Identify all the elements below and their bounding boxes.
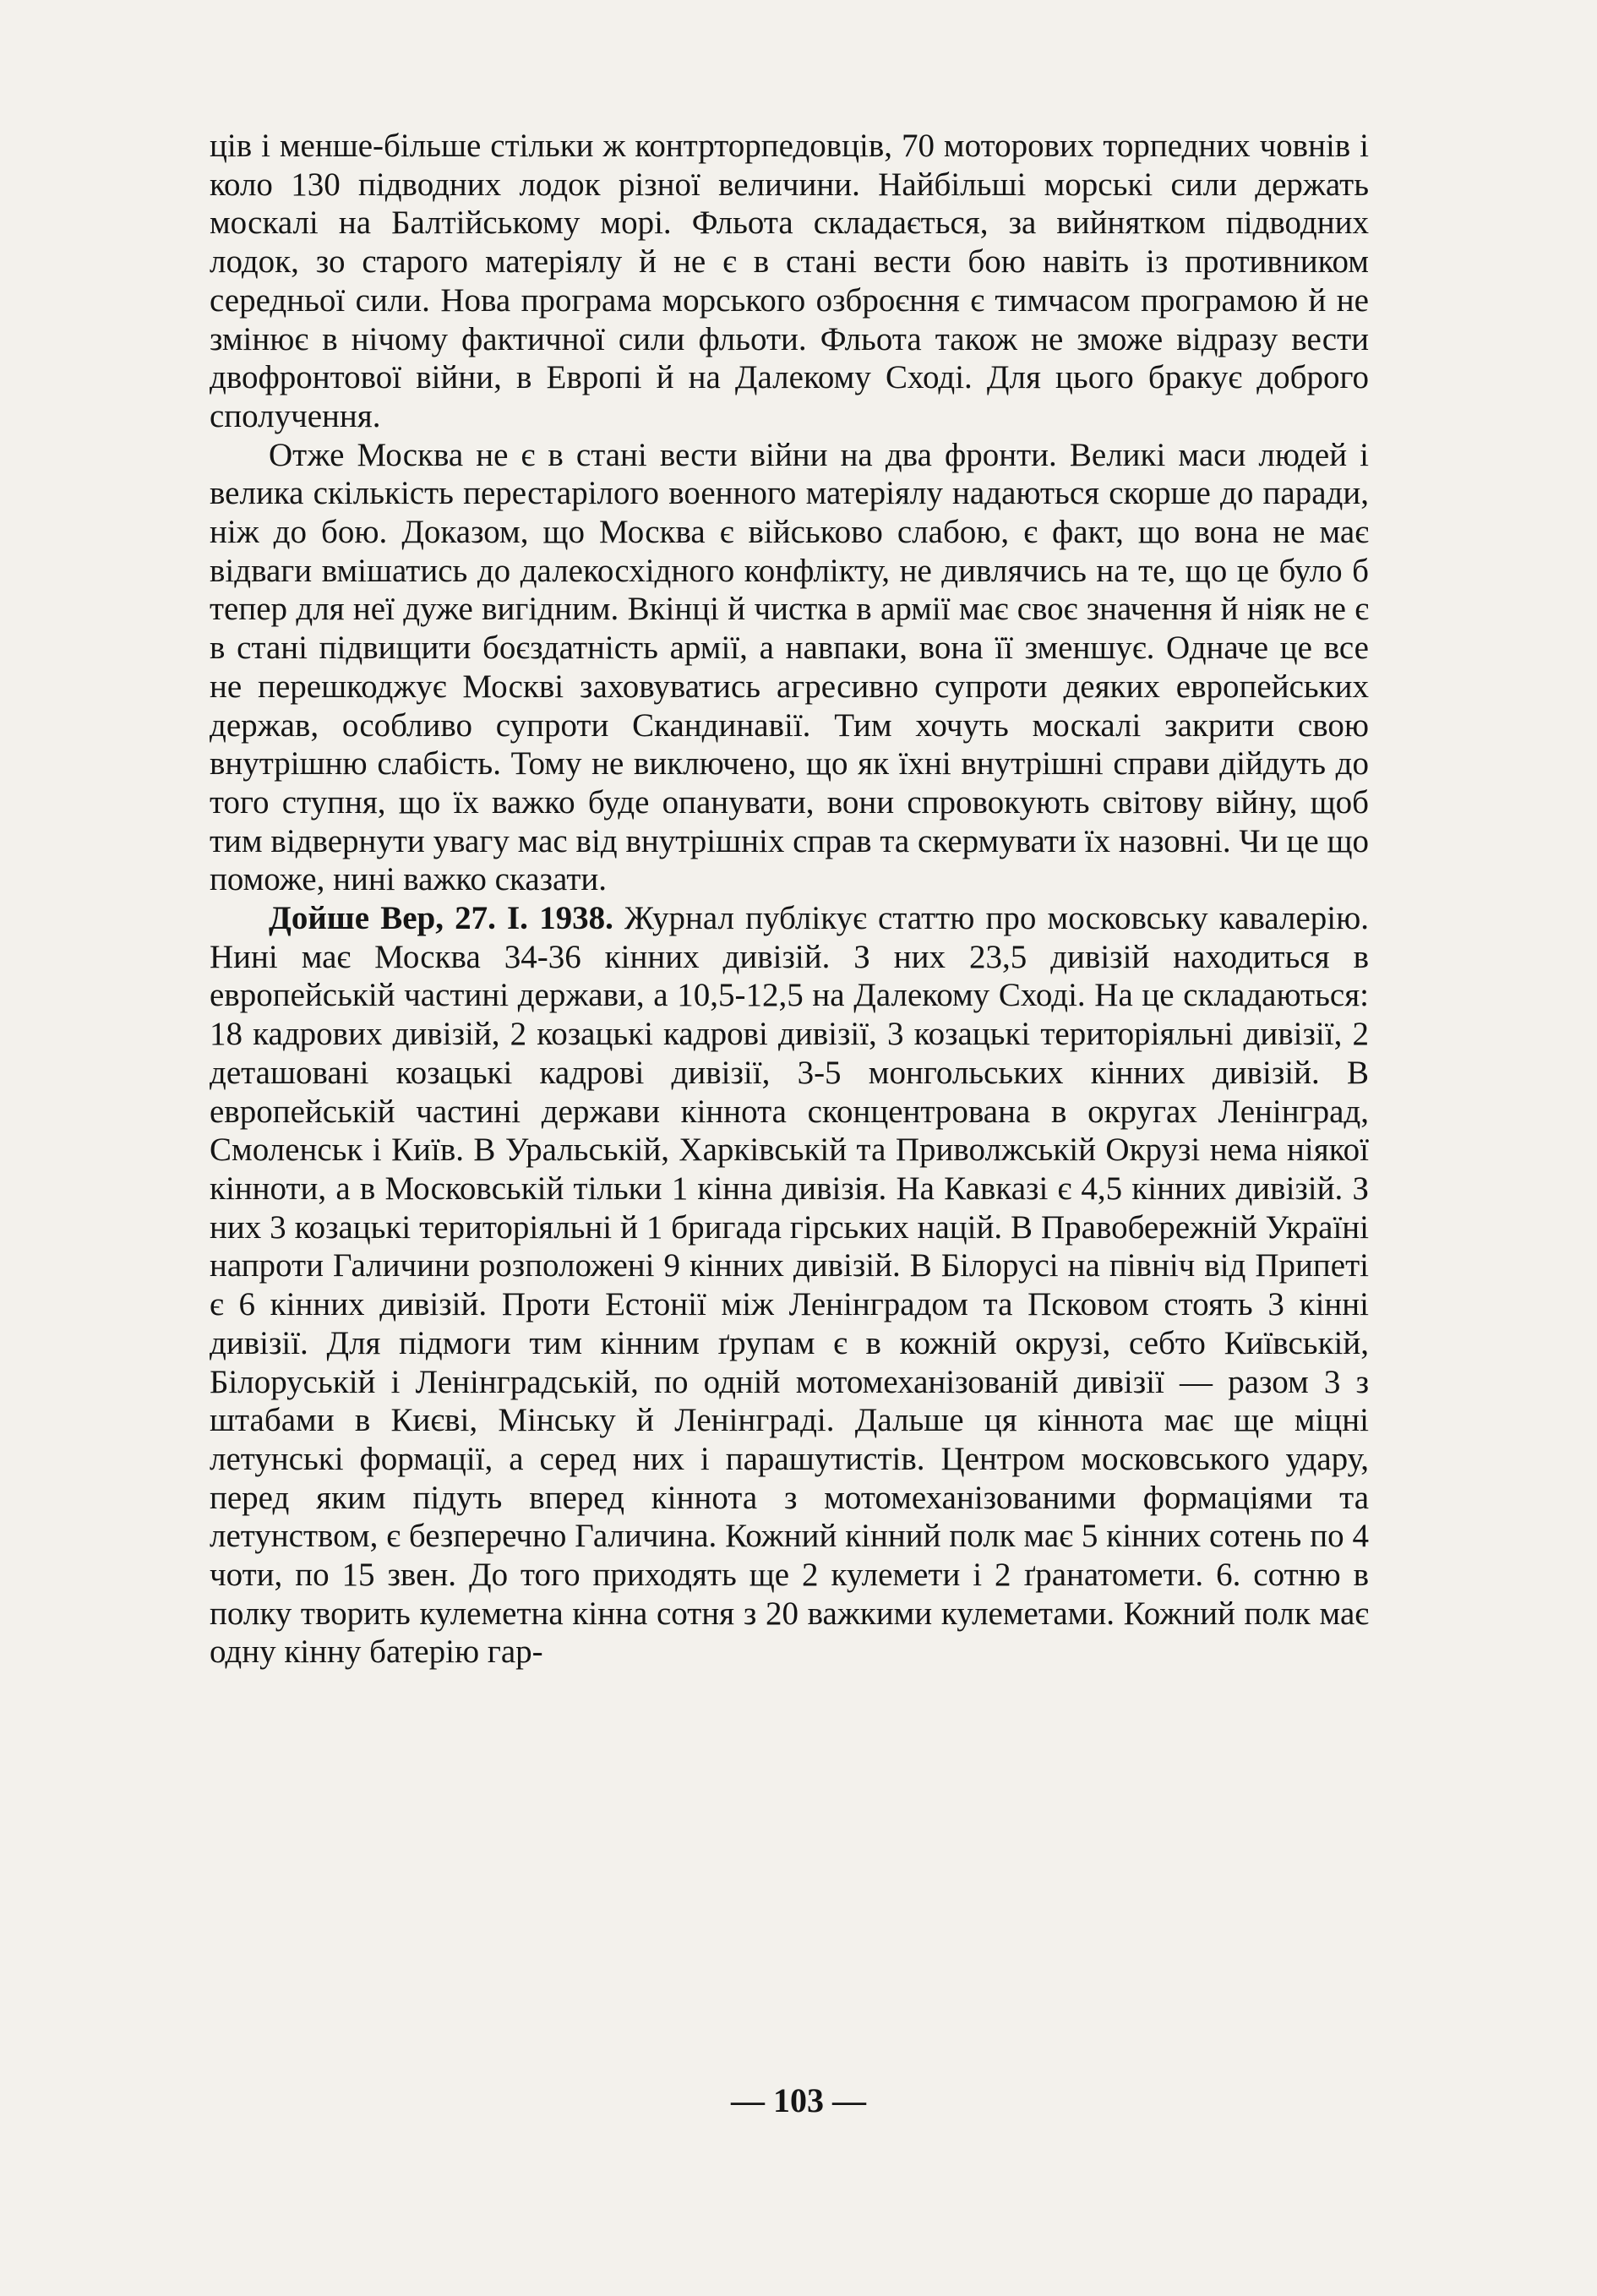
paragraph-deutsche-wehr xyxy=(210,899,1369,1672)
body-text xyxy=(210,127,1369,1672)
source-date-heading: Дойше Вер, 27. I. 1938. xyxy=(269,900,613,937)
page-number: — 103 — xyxy=(731,2081,866,2119)
paragraph-navy: ців і менше-більше стільки ж контрторпедовців, 70 моторових торпедних човнів і коло 130 підводних лодок різної величини. Найбільші морські сили держать москалі на Балтійському морі. Фльота складається, за вийнятком підводних лодок, зо старого матеріялу й не є в стані вести бою навіть із противником середньої сили. Нова програма морського озброєння є тимчасом програмою й не змінює в нічому фактичної сили фльоти. Фльота також не зможе відразу вести двофронтової війни, в Европі й на Далекому Сході. Для цього бракує доброго сполучення. xyxy=(210,128,1369,434)
paragraph-moscow-two-fronts: Отже Москва не є в стані вести війни на два фронти. Великі маси людей і велика скількість перестарілого военного матеріялу надаються скорше до паради, ніж до бою. Доказом, що Москва є військово слабою, є факт, що вона не має відваги вмішатись до далекосхідного конфлікту, не дивлячись на те, що це було б тепер для неї дуже вигідним. Вкінці й чистка в армії має своє значення й ніяк не є в стані підвищити боєздатність армії, а навпаки, вона її зменшує. Одначе це все не перешкоджує Москві заховуватись агресивно супроти деяких европейських держав, особливо супроти Скандинавії. Тим хочуть москалі закрити свою внутрішню слабість. Тому не виключено, що як їхні внутрішні справи дійдуть до того ступня, що їх важко буде опанувати, вони спровокують світову війну, щоб тим відвернути увагу мас від внутрішніх справ та скермувати їх назовні. Чи це що поможе, нині важко сказати. xyxy=(210,436,1369,898)
paragraph-cavalry-text: Журнал публікує статтю про московську кавалерію. Нині має Москва 34-36 кінних дивізій. З них 23,5 дивізій находиться в европейській частині держави, а 10,5-12,5 на Далекому Сході. На це складаються: 18 кадрових дивізій, 2 козацькі кадрові дивізії, 3 козацькі територіяльні дивізії, 2 деташовані козацькі кадрові дивізії, 3-5 монгольських кінних дивізій. В европейській частині держави кіннота сконцентрована в округах Ленінград, Смоленськ і Київ. В Уральській, Харківській та Приволжській Окрузі нема ніякої кінноти, а в Московській тільки 1 кінна дивізія. На Кавказі є 4,5 кінних дивізій. З них 3 козацькі територіяльні й 1 бригада гірських націй. В Правобережній Україні напроти Галичини розположені 9 кінних дивізій. В Білорусі на північ від Припеті є 6 кінних дивізій. Проти Естонії між Ленінградом та Псковом стоять 3 кінні дивізії. Для підмоги тим кінним ґрупам є в кожній окрузі, себто Київській, Білоруській і Ленінградській, по одній мотомеханізованій дивізії — разом 3 з штабами в Києві, Мінську й Ленінграді. Дальше ця кіннота має ще міцні летунські формації, а серед них і парашутистів. Центром московського удару, перед яким підуть вперед кіннота з мотомеханізованими формаціями та летунством, є безперечно Галичина. Кожний кінний полк має 5 кінних сотень по 4 чоти, по 15 звен. До того приходять ще 2 кулемети і 2 ґранатомети. 6. сотню в полку творить кулеметна кінна сотня з 20 важкими кулеметами. Кожний полк має одну кінну батерію гар- xyxy=(210,900,1369,1671)
